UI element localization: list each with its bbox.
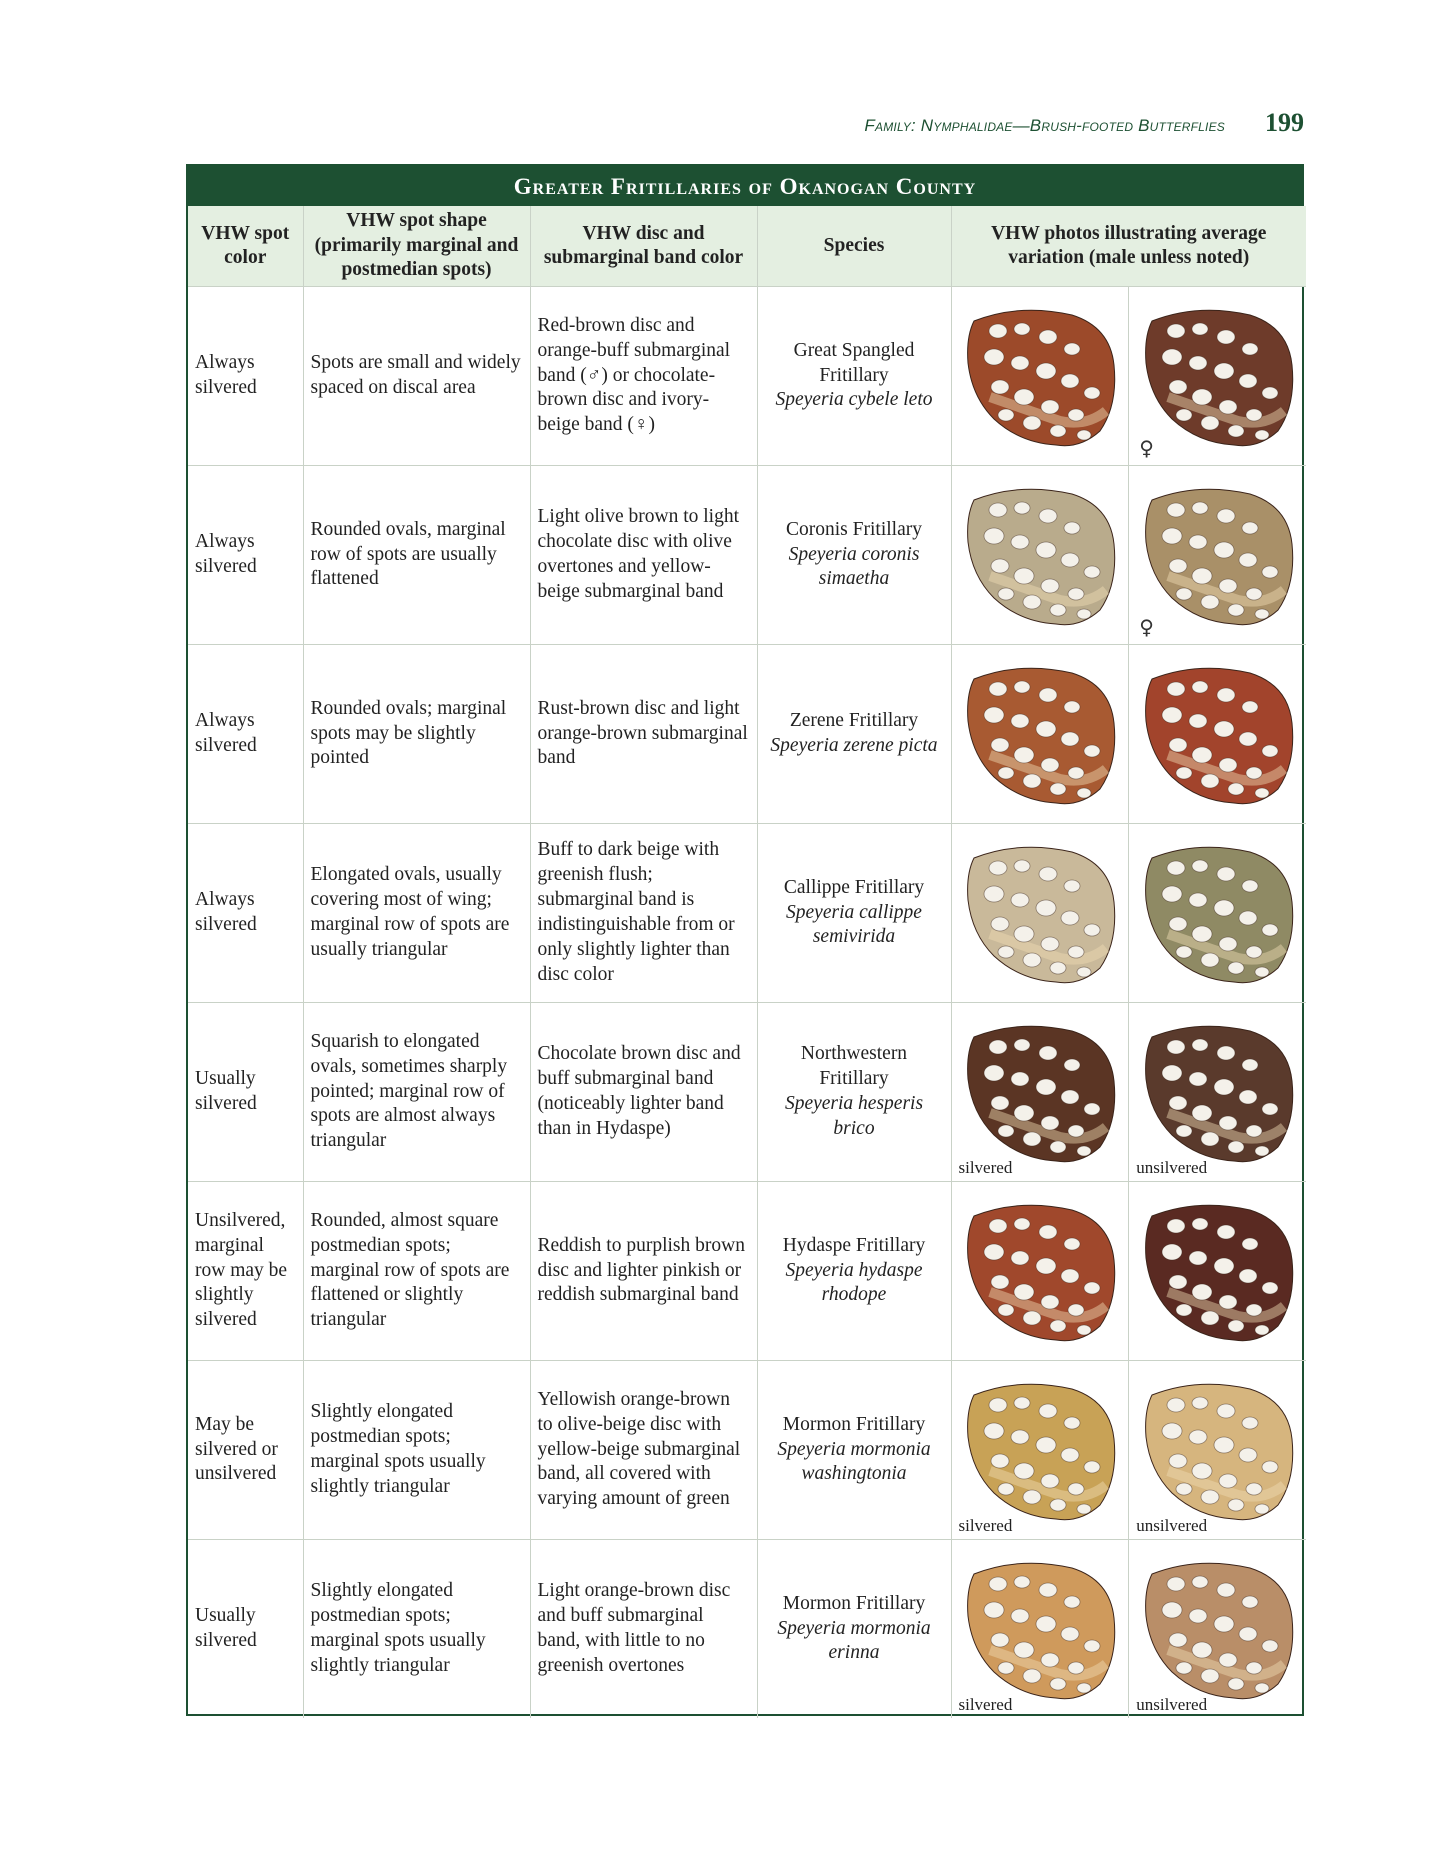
photo-pair — [952, 1540, 1307, 1718]
wing-photo-left — [952, 1182, 1130, 1360]
wing-photo-left — [952, 287, 1130, 465]
wing-icon — [960, 1554, 1120, 1704]
table-row — [188, 1540, 1306, 1719]
spot-color-cell: May be silvered or unsilvered — [188, 1361, 303, 1540]
wing-photo-right — [1129, 466, 1306, 644]
header-photos: VHW photos illustrating average variation (male unless noted) — [951, 206, 1306, 287]
spot-shape-cell: Elongated ovals, usually covering most of wing; marginal row of spots are usually triangular — [303, 824, 530, 1003]
common-name: Callippe Fritillary — [783, 876, 925, 898]
photo-cell — [951, 1540, 1306, 1719]
wing-photo-left — [952, 1003, 1130, 1181]
photo-caption: unsilvered — [1136, 1158, 1208, 1178]
spot-color-cell: Always silvered — [188, 824, 303, 1003]
spot-color-cell: Unsilvered, marginal row may be slightly silvered — [188, 1182, 303, 1361]
wing-photo-right — [1129, 645, 1306, 823]
photo-pair — [952, 1003, 1307, 1181]
table-row — [188, 645, 1306, 824]
common-name: Great Spangled Fritillary — [793, 339, 915, 386]
photo-caption: unsilvered — [1136, 1695, 1208, 1715]
common-name: Zerene Fritillary — [789, 710, 919, 732]
scientific-name: Speyeria mormonia washingtonia — [777, 1438, 931, 1485]
wing-icon — [1138, 838, 1298, 988]
wing-photo-left — [952, 1361, 1130, 1539]
photo-cell — [951, 1003, 1306, 1182]
photo-caption: silvered — [958, 1158, 1013, 1178]
common-name: Mormon Fritillary — [782, 1592, 926, 1614]
scientific-name: Speyeria hesperis brico — [784, 1093, 924, 1139]
wing-photo-right — [1129, 1003, 1306, 1181]
wing-icon — [960, 1375, 1120, 1525]
band-color-cell: Light orange-brown disc and buff submarginal band, with little to no greenish overtones — [530, 1540, 757, 1719]
scientific-name: Speyeria hydaspe rhodope — [785, 1259, 923, 1306]
wing-photo-left — [952, 466, 1130, 644]
wing-icon — [1138, 1375, 1298, 1525]
common-name: Coronis Fritillary — [786, 518, 922, 540]
page-number: 199 — [1265, 108, 1304, 137]
spot-color-cell: Always silvered — [188, 645, 303, 824]
header-band-color: VHW disc and submarginal band color — [530, 206, 757, 287]
header-spot-color: VHW spot color — [188, 206, 303, 287]
photo-pair — [952, 1182, 1307, 1360]
common-name: Northwestern Fritillary — [800, 1043, 908, 1090]
female-symbol: ♀ — [1139, 615, 1154, 640]
species-cell — [757, 1003, 951, 1182]
wing-icon — [960, 1017, 1120, 1167]
table-row — [188, 1182, 1306, 1361]
photo-cell — [951, 1182, 1306, 1361]
photo-cell — [951, 1361, 1306, 1540]
scientific-name: Speyeria callippe semivirida — [786, 901, 922, 948]
spot-color-cell: Always silvered — [188, 287, 303, 466]
wing-photo-left — [952, 645, 1130, 823]
wing-icon — [1138, 659, 1298, 809]
spot-color-cell: Usually silvered — [188, 1540, 303, 1719]
species-cell — [757, 1182, 951, 1361]
wing-icon — [1138, 1196, 1298, 1346]
spot-shape-cell: Rounded ovals; marginal spots may be slightly pointed — [303, 645, 530, 824]
wing-photo-right — [1129, 1182, 1306, 1360]
spot-color-cell: Always silvered — [188, 466, 303, 645]
wing-photo-left — [952, 824, 1130, 1002]
band-color-cell: Rust-brown disc and light orange-brown submarginal band — [530, 645, 757, 824]
scientific-name: Speyeria coronis simaetha — [788, 543, 920, 590]
photo-cell — [951, 824, 1306, 1003]
table-row — [188, 1003, 1306, 1182]
spot-shape-cell: Spots are small and widely spaced on discal area — [303, 287, 530, 466]
running-head — [186, 108, 1304, 144]
spot-shape-cell: Rounded ovals, marginal row of spots are usually flattened — [303, 466, 530, 645]
spot-shape-cell: Slightly elongated postmedian spots; marginal spots usually slightly triangular — [303, 1540, 530, 1719]
scientific-name: Speyeria cybele leto — [775, 389, 933, 411]
band-color-cell: Buff to dark beige with greenish flush; submarginal band is indistinguishable from or only slightly lighter than disc color — [530, 824, 757, 1003]
table-row — [188, 466, 1306, 645]
photo-pair — [952, 287, 1307, 465]
photo-cell — [951, 287, 1306, 466]
spot-shape-cell: Slightly elongated postmedian spots; marginal spots usually slightly triangular — [303, 1361, 530, 1540]
species-cell — [757, 824, 951, 1003]
table-row — [188, 824, 1306, 1003]
wing-photo-right — [1129, 1540, 1306, 1718]
band-color-cell: Chocolate brown disc and buff submarginal band (noticeably lighter band than in Hydaspe) — [530, 1003, 757, 1182]
photo-cell — [951, 645, 1306, 824]
spot-shape-cell: Squarish to elongated ovals, sometimes sharply pointed; marginal row of spots are almost always triangular — [303, 1003, 530, 1182]
common-name: Mormon Fritillary — [782, 1413, 926, 1435]
wing-icon — [960, 659, 1120, 809]
wing-icon — [1138, 1554, 1298, 1704]
wing-icon — [1138, 1017, 1298, 1167]
header-spot-shape: VHW spot shape (primarily marginal and postmedian spots) — [303, 206, 530, 287]
band-color-cell: Yellowish orange-brown to olive-beige disc with yellow-beige submarginal band, all covered with varying amount of green — [530, 1361, 757, 1540]
species-cell — [757, 466, 951, 645]
table-row — [188, 287, 1306, 466]
photo-pair — [952, 1361, 1307, 1539]
species-cell — [757, 1540, 951, 1719]
photo-pair — [952, 466, 1307, 644]
wing-icon — [960, 301, 1120, 451]
species-cell — [757, 1361, 951, 1540]
wing-photo-right — [1129, 824, 1306, 1002]
wing-icon — [1138, 301, 1298, 451]
family-heading: Family: Nymphalidae—Brush-footed Butterflies — [864, 116, 1225, 135]
wing-icon — [1138, 480, 1298, 630]
photo-cell — [951, 466, 1306, 645]
species-cell — [757, 287, 951, 466]
species-cell — [757, 645, 951, 824]
table-title: Greater Fritillaries of Okanogan County — [188, 166, 1302, 206]
wing-photo-left — [952, 1540, 1130, 1718]
band-color-cell: Reddish to purplish brown disc and lighter pinkish or reddish submarginal band — [530, 1182, 757, 1361]
band-color-cell: Red-brown disc and orange-buff submarginal band (♂) or chocolate-brown disc and ivory-beige band (♀) — [530, 287, 757, 466]
wing-photo-right — [1129, 287, 1306, 465]
female-symbol: ♀ — [1139, 436, 1154, 461]
photo-caption: silvered — [958, 1516, 1013, 1536]
table-row — [188, 1361, 1306, 1540]
photo-caption: unsilvered — [1136, 1516, 1208, 1536]
photo-caption: silvered — [958, 1695, 1013, 1715]
comparison-table — [188, 206, 1306, 1718]
wing-icon — [960, 480, 1120, 630]
wing-icon — [960, 838, 1120, 988]
band-color-cell: Light olive brown to light chocolate disc with olive overtones and yellow-beige submarginal band — [530, 466, 757, 645]
wing-photo-right — [1129, 1361, 1306, 1539]
scientific-name: Speyeria zerene picta — [770, 735, 938, 756]
spot-shape-cell: Rounded, almost square postmedian spots; marginal row of spots are flattened or slightly triangular — [303, 1182, 530, 1361]
spot-color-cell: Usually silvered — [188, 1003, 303, 1182]
common-name: Hydaspe Fritillary — [782, 1234, 926, 1256]
header-row — [188, 206, 1306, 287]
photo-pair — [952, 824, 1307, 1002]
scientific-name: Speyeria mormonia erinna — [777, 1617, 931, 1664]
photo-pair — [952, 645, 1307, 823]
header-species: Species — [757, 206, 951, 287]
fritillary-table — [186, 164, 1304, 1716]
wing-icon — [960, 1196, 1120, 1346]
